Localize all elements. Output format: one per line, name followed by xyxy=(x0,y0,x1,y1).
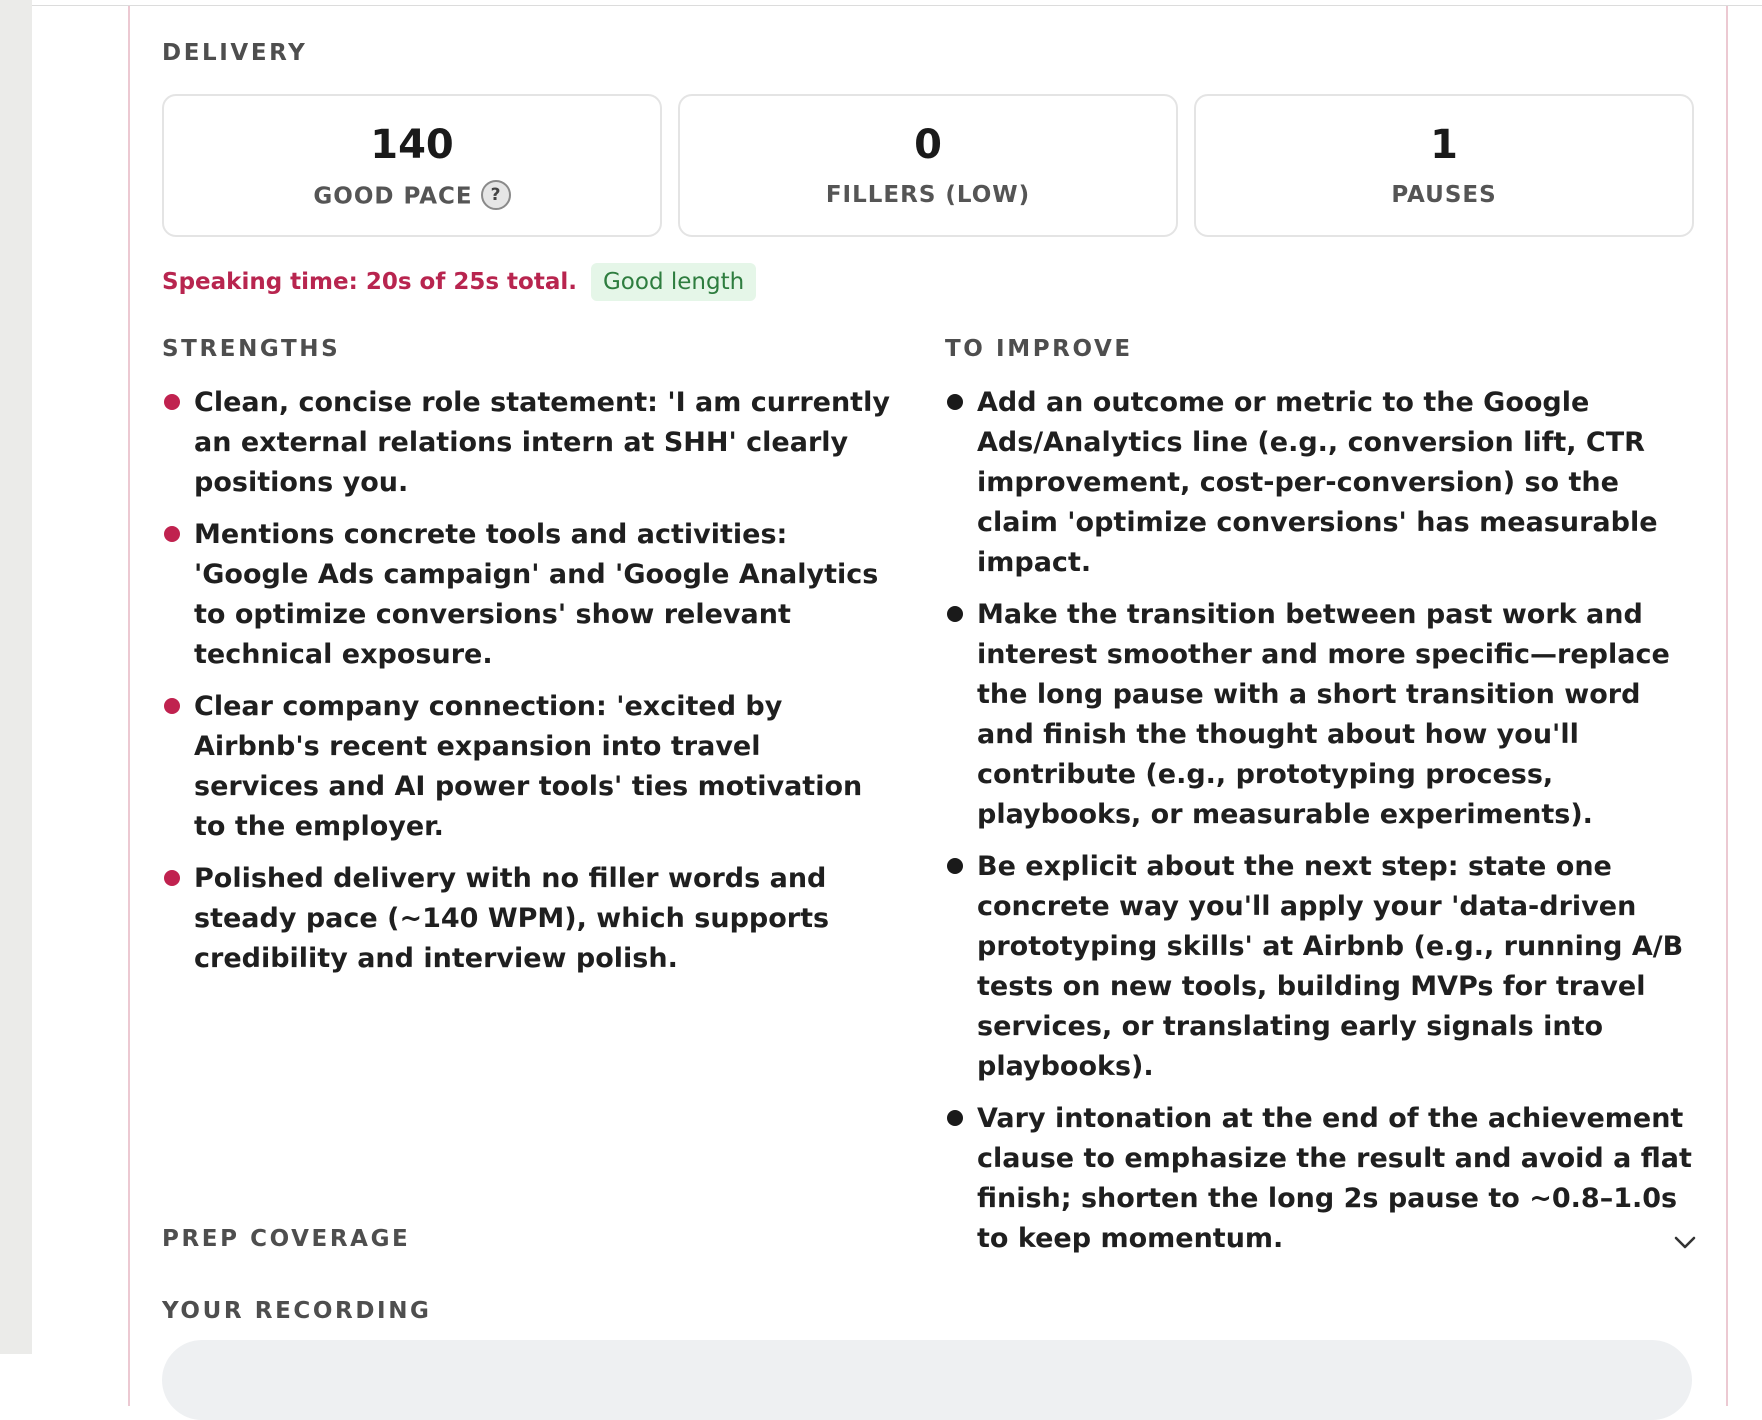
pauses-label: PAUSES xyxy=(1391,182,1497,208)
fillers-value: 0 xyxy=(914,122,942,168)
list-item: Mentions concrete tools and activities: 'Google Ads campaign' and 'Google Analytics to optimize conversions' show relevant technical exposure. xyxy=(162,515,892,675)
speaking-time-text: Speaking time: 20s of 25s total. xyxy=(162,269,577,295)
stat-card-fillers xyxy=(678,94,1178,237)
pauses-value: 1 xyxy=(1430,122,1458,168)
bullet-dot-icon xyxy=(164,698,180,714)
stat-card-pace xyxy=(162,94,662,237)
to-improve-list xyxy=(945,383,1701,1271)
list-item: Be explicit about the next step: state one concrete way you'll apply your 'data-driven prototyping skills' at Airbnb (e.g., running A/B tests on new tools, building MVPs for travel services, or translating early signals into playbooks). xyxy=(945,847,1701,1087)
list-item: Clear company connection: 'excited by Airbnb's recent expansion into travel services and AI power tools' ties motivation to the employer. xyxy=(162,687,892,847)
chevron-down-icon[interactable] xyxy=(1670,1228,1700,1258)
fillers-label: FILLERS (LOW) xyxy=(825,182,1031,208)
delivery-heading: DELIVERY xyxy=(162,40,308,66)
list-item: Clean, concise role statement: 'I am currently an external relations intern at SHH' clearly positions you. xyxy=(162,383,892,503)
feedback-panel xyxy=(128,6,1728,1406)
list-item: Polished delivery with no filler words and steady pace (~140 WPM), which supports credibility and interview polish. xyxy=(162,859,892,979)
bullet-dot-icon xyxy=(947,606,963,622)
pace-label-row xyxy=(164,182,660,212)
list-item: Add an outcome or metric to the Google Ads/Analytics line (e.g., conversion lift, CTR improvement, cost-per-conversion) so the claim 'optimize conversions' has measurable impact. xyxy=(945,383,1701,583)
left-gutter xyxy=(0,0,32,1354)
strengths-list xyxy=(162,383,892,991)
bullet-dot-icon xyxy=(164,870,180,886)
your-recording-heading: YOUR RECORDING xyxy=(162,1298,432,1324)
stat-card-pauses xyxy=(1194,94,1694,237)
bullet-dot-icon xyxy=(947,1110,963,1126)
pace-label: GOOD PACE xyxy=(313,183,473,210)
list-item: Make the transition between past work and interest smoother and more specific—replace the long pause with a short transition word and finish the thought about how you'll contribute (e.g., prototyping process, playbooks, or measurable experiments). xyxy=(945,595,1701,835)
length-status-badge: Good length xyxy=(591,263,756,301)
bullet-dot-icon xyxy=(947,858,963,874)
prep-coverage-heading[interactable]: PREP COVERAGE xyxy=(162,1226,411,1252)
bullet-dot-icon xyxy=(164,394,180,410)
list-item: Vary intonation at the end of the achievement clause to emphasize the result and avoid a flat finish; shorten the long 2s pause to ~0.8–1.0s to keep momentum. xyxy=(945,1099,1701,1259)
to-improve-heading: TO IMPROVE xyxy=(945,336,1133,362)
pace-value: 140 xyxy=(370,122,454,168)
help-icon[interactable]: ? xyxy=(481,180,511,210)
recording-player[interactable] xyxy=(162,1340,1692,1420)
bullet-dot-icon xyxy=(947,394,963,410)
speaking-time-row xyxy=(162,262,756,302)
bullet-dot-icon xyxy=(164,526,180,542)
strengths-heading: STRENGTHS xyxy=(162,336,341,362)
